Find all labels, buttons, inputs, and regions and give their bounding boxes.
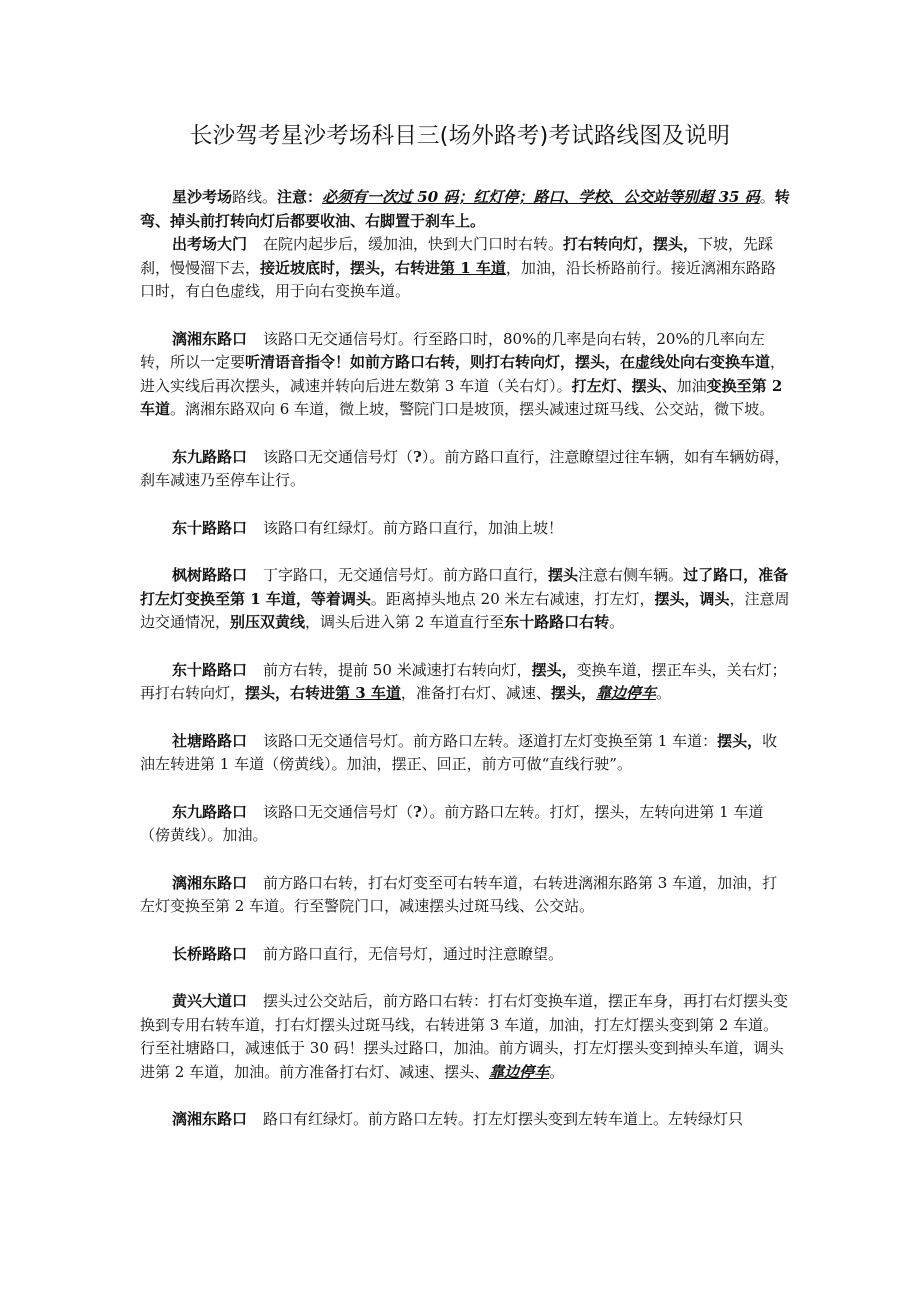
section-text: ）。前方路口左转。打灯，摆头，左转向进第 1 车道（傍黄线）。加油。 xyxy=(140,802,764,844)
section-text: 路口有红绿灯。前方路口左转。打左灯摆头变到左转车道上。左转绿灯只 xyxy=(263,1110,744,1128)
section-fengshu xyxy=(140,564,790,635)
section-heading: 黄兴大道口 xyxy=(172,992,248,1010)
section-text: 该路口无交通信号灯（ xyxy=(263,447,414,466)
section-dongshi-2 xyxy=(140,659,790,706)
section-text: ，注意周边交通情况， xyxy=(140,589,790,631)
park-instruction: 靠边停车 xyxy=(595,684,656,702)
park-instruction: 靠边停车 xyxy=(489,1062,550,1081)
section-text: 该路口无交通信号灯（ xyxy=(263,802,414,821)
section-text: ，进入实线后再次摆头，减速并转向后进左数第 3 车道（关右灯）。 xyxy=(140,353,786,395)
section-text: 注意右侧车辆。 xyxy=(578,566,684,584)
section-text: 。 xyxy=(655,684,671,702)
intro-text: 路线。 xyxy=(232,188,278,206)
section-dongjiu-1 xyxy=(140,446,790,493)
section-text: ，准备打右灯、减速、 xyxy=(400,684,551,702)
section-emphasis: 摆头， xyxy=(531,660,577,679)
section-text: ，加油，沿长桥路前行。接近漓湘东路路口时，有白色虚线，用于向右变换车道。 xyxy=(140,258,776,300)
section-changqiao xyxy=(140,943,790,967)
section-emphasis: 摆头， xyxy=(550,684,596,702)
section-emphasis: 听清语音指令！如前方路口右转，则打右转向灯，摆头，在虚线处向右变换车道 xyxy=(245,353,771,371)
section-text: 。距离掉头地点 20 米左右减速，打左灯， xyxy=(370,589,655,608)
intro-punct: 。 xyxy=(759,188,775,206)
section-text: 。 xyxy=(549,1062,565,1081)
intro-speed-rule: 必须有一次过 50 码；红灯停；路口、学校、公交站等别超 35 码 xyxy=(322,188,760,206)
section-emphasis: 东十路路口右转 xyxy=(504,613,610,631)
section-text: 前方路口直行，无信号灯，通过时注意瞭望。 xyxy=(263,944,564,963)
section-emphasis: 打右转向灯，摆头， xyxy=(563,235,699,253)
section-text: ，调头后进入第 2 车道直行至 xyxy=(305,613,505,631)
section-heading: 枫树路路口 xyxy=(172,566,248,584)
section-text: 变换车道，摆正车头，关右灯；再打右转向灯， xyxy=(140,660,787,702)
section-dongshi-1 xyxy=(140,517,790,541)
section-emphasis: 摆头，右转进 xyxy=(245,684,336,702)
intro-venue: 星沙考场 xyxy=(172,188,233,206)
section-lixiang-east-2 xyxy=(140,872,790,919)
section-text: 丁字路口，无交通信号灯。前方路口直行， xyxy=(263,566,549,584)
section-text: 在院内起步后，缓加油，快到大门口时右转。 xyxy=(263,235,564,253)
section-lixiang-east-3 xyxy=(140,1108,790,1132)
section-heading: 东十路路口 xyxy=(172,518,248,537)
section-text: 该路口有红绿灯。前方路口直行，加油上坡！ xyxy=(263,518,564,537)
section-lixiang-east-1 xyxy=(140,328,790,422)
section-dongjiu-2 xyxy=(140,801,790,848)
intro-paragraph xyxy=(140,186,790,233)
route-description xyxy=(140,186,790,1156)
section-emphasis: 接近坡底时，摆头，右转进 xyxy=(260,258,441,277)
section-emphasis: 打左灯、摆头、 xyxy=(571,376,677,395)
section-heading: 出考场大门 xyxy=(172,235,248,253)
section-emphasis: 摆头， xyxy=(717,731,763,750)
section-emphasis: 别压双黄线 xyxy=(230,613,306,631)
section-text: 。 xyxy=(609,613,625,631)
section-exit-gate xyxy=(140,233,790,304)
section-heading: 漓湘东路口 xyxy=(172,1110,248,1128)
section-heading: 漓湘东路口 xyxy=(172,873,248,892)
section-text: 前方右转，提前 50 米减速打右转向灯， xyxy=(263,660,532,679)
section-text: 下坡，先踩刹，慢慢溜下去， xyxy=(140,235,774,277)
section-text: 前方路口右转，打右灯变至可右转车道，右转进漓湘东路第 3 车道，加油，打左灯变换至第 2 车道。行至警院门口，减速摆头过斑马线、公交站。 xyxy=(140,873,778,915)
section-shetang xyxy=(140,730,790,777)
section-text: 该路口无交通信号灯。前方路口左转。逐道打左灯变换至第 1 车道： xyxy=(263,731,718,750)
section-text: 该路口无交通信号灯。行至路口时，80%的几率是向右转，20%的几率向左转，所以一定要 xyxy=(140,329,765,371)
section-text: 加油 xyxy=(676,376,707,395)
section-heading: 东九路路口 xyxy=(172,802,248,821)
section-text: ）。前方路口直行，注意瞭望过往车辆，如有车辆妨碍，刹车减速乃至停车让行。 xyxy=(140,447,790,489)
section-emphasis: 摆头，调头 xyxy=(654,589,730,608)
section-heading: 东十路路口 xyxy=(172,660,248,679)
section-emphasis: 过了路口，准备打左灯变换至第 1 车道，等着调头 xyxy=(140,566,789,608)
intro-turn-rule: 转弯、掉头前打转向灯后都要收油、右脚置于刹车上。 xyxy=(140,188,790,230)
section-text: 。漓湘东路双向 6 车道，微上坡，警院门口是坡顶，摆头减速过斑马线、公交站，微下坡。 xyxy=(170,400,775,418)
section-huangxing xyxy=(140,990,790,1084)
section-emphasis: 摆头 xyxy=(548,566,579,584)
section-heading: 东九路路口 xyxy=(172,447,248,466)
section-text: 收油左转进第 1 车道（傍黄线）。加油，摆正、回正，前方可做“直线行驶”。 xyxy=(140,731,778,773)
section-heading: 社塘路路口 xyxy=(172,731,248,750)
section-emphasis: 变换至第 2 车道 xyxy=(140,376,783,418)
lane-underlined: 第 3 车道 xyxy=(335,684,401,702)
section-heading: 漓湘东路口 xyxy=(172,329,248,348)
section-emphasis: ? xyxy=(413,447,422,466)
page-title: 长沙驾考星沙考场科目三(场外路考)考试路线图及说明 xyxy=(189,123,731,149)
section-heading: 长桥路路口 xyxy=(172,944,248,963)
section-text: 摆头过公交站后，前方路口右转：打右灯变换车道，摆正车身，再打右灯摆头变换到专用右转车道，打右灯摆头过斑马线，右转进第 3 车道，加油，打左灯摆头变到第 2 车道。行至社塘路口，减速低于 30 码！摆头过路口，加油。前方调头，打左灯摆头变到掉头车道，调头进第 2 车道，加油。前方准备打右灯、减速、摆头、 xyxy=(140,992,789,1081)
lane-underlined: 第 1 车道 xyxy=(440,258,506,277)
section-emphasis: ? xyxy=(413,802,422,821)
intro-note-label: 注意： xyxy=(277,188,323,206)
